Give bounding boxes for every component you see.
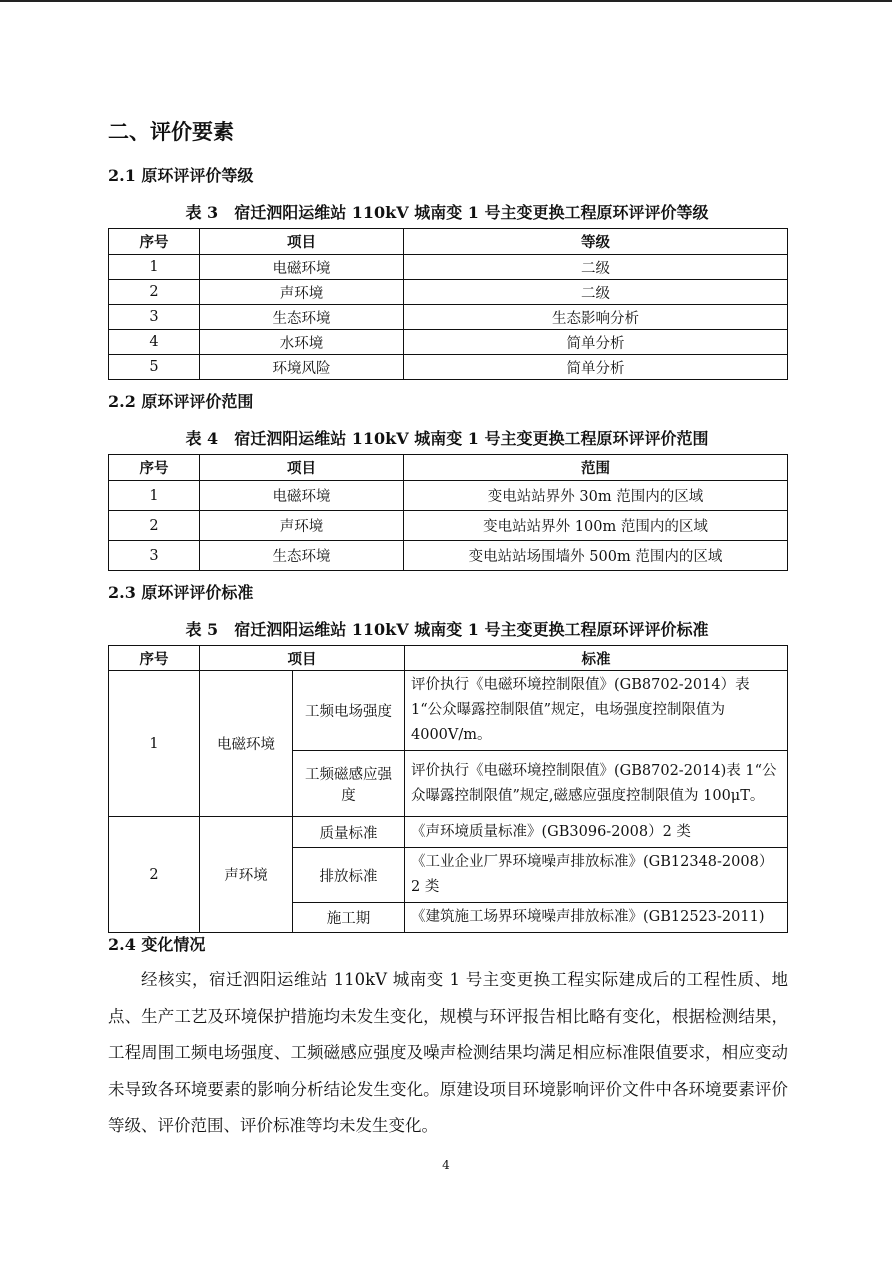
table-row: [109, 355, 788, 380]
header-cell: 序号: [109, 455, 200, 481]
header-cell: 项目: [200, 455, 404, 481]
table-cell: 3: [109, 305, 200, 330]
table-cell: 声环境: [200, 280, 404, 305]
table-header-row: [109, 229, 788, 255]
table3-caption: 表 3 宿迁泗阳运维站 110kV 城南变 1 号主变更换工程原环评评价等级: [185, 203, 709, 222]
table-cell: 评价执行《电磁环境控制限值》(GB8702-2014）表 1“公众曝露控制限值”规定，电场强度控制限值为 4000V/m。: [405, 671, 788, 751]
table4: [108, 454, 788, 571]
table-cell: 电磁环境: [200, 671, 293, 817]
table-cell: 3: [109, 541, 200, 571]
table-cell: 电磁环境: [200, 255, 404, 280]
header-cell: 范围: [404, 455, 788, 481]
table-cell: 变电站站界外 100m 范围内的区域: [404, 511, 788, 541]
page-number: 4: [442, 1158, 450, 1172]
header-cell: 标准: [405, 646, 788, 671]
table-cell: 2: [109, 511, 200, 541]
header-cell: 序号: [109, 229, 200, 255]
section-heading-2-4: 2.4 变化情况: [108, 935, 206, 954]
table-row: [109, 255, 788, 280]
table-cell: 生态环境: [200, 541, 404, 571]
header-cell: 项目: [200, 646, 405, 671]
table-cell: 变电站站界外 30m 范围内的区域: [404, 481, 788, 511]
top-border-line: [0, 0, 892, 2]
table5: [108, 645, 788, 933]
table-cell: 1: [109, 481, 200, 511]
table-row: [109, 541, 788, 571]
table-cell: 工频磁感应强度: [293, 751, 405, 817]
section-heading-2-3: 2.3 原环评评价标准: [108, 583, 254, 602]
table-cell: 评价执行《电磁环境控制限值》(GB8702-2014)表 1“公众曝露控制限值”规定,磁感应强度控制限值为 100μT。: [405, 751, 788, 817]
table-cell: 2: [109, 817, 200, 933]
table-row: [109, 305, 788, 330]
table5-caption: 表 5 宿迁泗阳运维站 110kV 城南变 1 号主变更换工程原环评评价标准: [185, 620, 709, 639]
table4-caption: 表 4 宿迁泗阳运维站 110kV 城南变 1 号主变更换工程原环评评价范围: [185, 429, 709, 448]
table-cell: 变电站站场围墙外 500m 范围内的区域: [404, 541, 788, 571]
table-cell: 质量标准: [293, 817, 405, 848]
table-cell: 《建筑施工场界环境噪声排放标准》(GB12523-2011): [405, 903, 788, 933]
header-cell: 序号: [109, 646, 200, 671]
table-row: [109, 817, 788, 848]
table-row: [109, 481, 788, 511]
table-cell: 《声环境质量标准》(GB3096-2008）2 类: [405, 817, 788, 848]
table-cell: 环境风险: [200, 355, 404, 380]
table-header-row: [109, 646, 788, 671]
table-cell: 工频电场强度: [293, 671, 405, 751]
table-row: [109, 280, 788, 305]
table-cell: 二级: [404, 255, 788, 280]
table-cell: 生态环境: [200, 305, 404, 330]
table-cell: 排放标准: [293, 848, 405, 903]
table-cell: 简单分析: [404, 355, 788, 380]
table-header-row: [109, 455, 788, 481]
table-cell: 水环境: [200, 330, 404, 355]
table-cell: 1: [109, 671, 200, 817]
table-cell: 声环境: [200, 511, 404, 541]
table-cell: 二级: [404, 280, 788, 305]
table-cell: 简单分析: [404, 330, 788, 355]
table-cell: 《工业企业厂界环境噪声排放标准》(GB12348-2008）2 类: [405, 848, 788, 903]
table-row: [109, 511, 788, 541]
table-cell: 1: [109, 255, 200, 280]
table-row: [109, 671, 788, 751]
body-paragraph: 经核实，宿迁泗阳运维站 110kV 城南变 1 号主变更换工程实际建成后的工程性质、地点、生产工艺及环境保护措施均未发生变化，规模与环评报告相比略有变化，根据检测结果，工程周围工频电场强度、工频磁感应强度及噪声检测结果均满足相应标准限值要求，相应变动未导致各环境要素的影响分析结论发生变化。原建设项目环境影响评价文件中各环境要素评价等级、评价范围、评价标准等均未发生变化。: [108, 970, 788, 1135]
chapter-heading: 二、评价要素: [108, 119, 234, 144]
section-heading-2-2: 2.2 原环评评价范围: [108, 392, 254, 411]
table-cell: 施工期: [293, 903, 405, 933]
table-cell: 5: [109, 355, 200, 380]
table-cell: 电磁环境: [200, 481, 404, 511]
table-cell: 2: [109, 280, 200, 305]
section-heading-2-1: 2.1 原环评评价等级: [108, 166, 254, 185]
header-cell: 项目: [200, 229, 404, 255]
table-cell: 4: [109, 330, 200, 355]
table-cell: 声环境: [200, 817, 293, 933]
header-cell: 等级: [404, 229, 788, 255]
table3: [108, 228, 788, 380]
table-cell: 生态影响分析: [404, 305, 788, 330]
table-row: [109, 330, 788, 355]
